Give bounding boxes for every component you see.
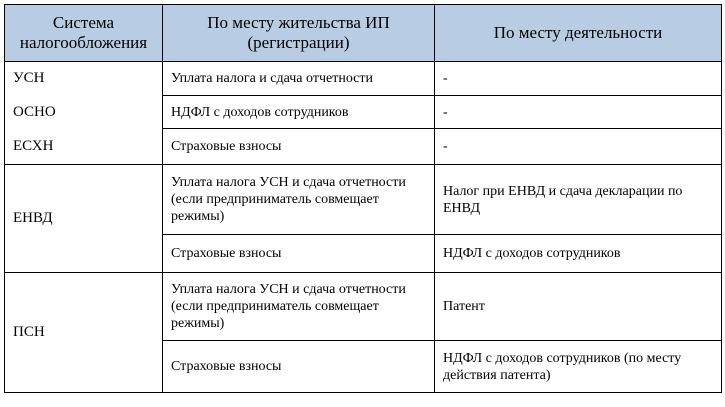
table-row [5, 129, 722, 165]
header-system: Система налогообложения [5, 5, 163, 62]
system-cell: ПСН [5, 273, 163, 393]
table-row [5, 165, 722, 235]
activity-cell: - [435, 96, 722, 129]
activity-cell: - [435, 129, 722, 165]
residence-cell: Уплата налога УСН и сдача отчетности (если предприниматель совмещает режимы) [163, 273, 435, 341]
system-cell: ОСНО [5, 96, 163, 129]
tax-table [4, 4, 722, 393]
activity-cell: НДФЛ с доходов сотрудников (по месту действия патента) [435, 341, 722, 393]
header-row [5, 5, 722, 62]
system-cell: УСН [5, 62, 163, 96]
header-activity: По месту деятельности [435, 5, 722, 62]
residence-cell: Страховые взносы [163, 341, 435, 393]
residence-cell: Страховые взносы [163, 235, 435, 273]
activity-cell: - [435, 62, 722, 96]
table-row [5, 62, 722, 96]
header-residence: По месту жительства ИП (регистрации) [163, 5, 435, 62]
table-row [5, 96, 722, 129]
activity-cell: НДФЛ с доходов сотрудников [435, 235, 722, 273]
system-cell: ЕСХН [5, 129, 163, 165]
residence-cell: НДФЛ с доходов сотрудников [163, 96, 435, 129]
activity-cell: Патент [435, 273, 722, 341]
system-cell: ЕНВД [5, 165, 163, 273]
residence-cell: Страховые взносы [163, 129, 435, 165]
residence-cell: Уплата налога и сдача отчетности [163, 62, 435, 96]
activity-cell: Налог при ЕНВД и сдача декларации по ЕНВД [435, 165, 722, 235]
residence-cell: Уплата налога УСН и сдача отчетности (если предприниматель совмещает режимы) [163, 165, 435, 235]
table-row [5, 273, 722, 341]
